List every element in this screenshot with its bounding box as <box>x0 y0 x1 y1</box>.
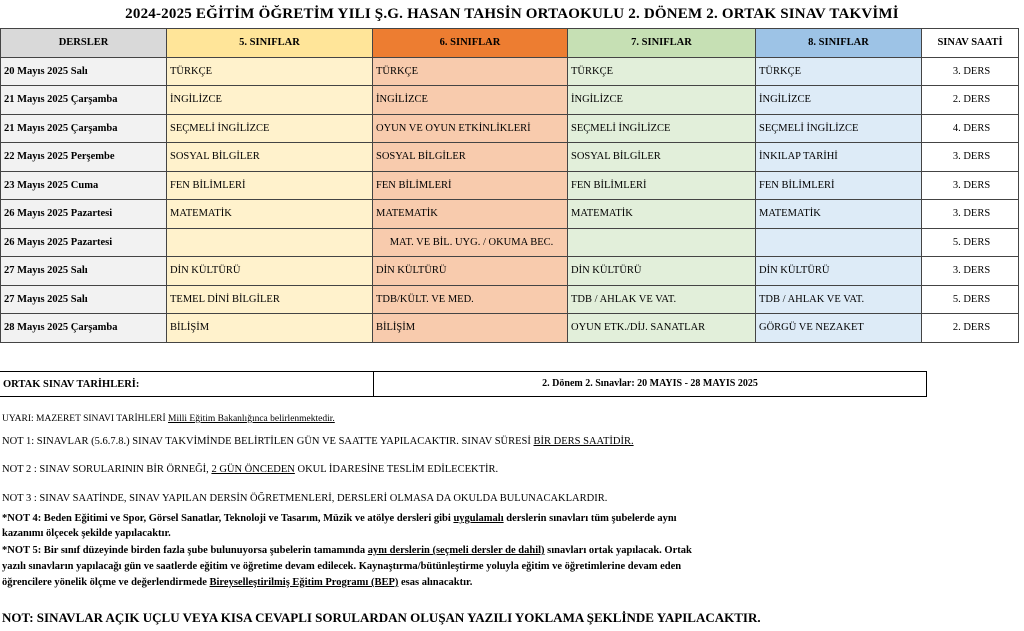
cell-grade-7: TDB / AHLAK VE VAT. <box>568 285 756 314</box>
table-row <box>1 86 1019 115</box>
note-4 <box>2 513 677 524</box>
cell-exam-hour: 3. DERS <box>922 171 1019 200</box>
cell-date: 27 Mayıs 2025 Salı <box>1 257 167 286</box>
uyari-note <box>2 414 335 424</box>
cell-grade-6: MAT. VE BİL. UYG. / OKUMA BEC. <box>373 228 568 257</box>
cell-exam-hour: 3. DERS <box>922 200 1019 229</box>
cell-grade-8: GÖRGÜ VE NEZAKET <box>756 314 922 343</box>
note-4-line-2: kazanımı ölçecek şekilde yapılacaktır. <box>2 528 171 539</box>
table-row <box>1 228 1019 257</box>
cell-grade-5: SEÇMELİ İNGİLİZCE <box>167 114 373 143</box>
note-1-underlined: BİR DERS SAATİDİR. <box>533 436 634 447</box>
cell-grade-5: DİN KÜLTÜRÜ <box>167 257 373 286</box>
table-row <box>1 171 1019 200</box>
note-4-text-end: derslerin sınavları tüm şubelerde aynı <box>503 513 677 524</box>
cell-exam-hour: 5. DERS <box>922 228 1019 257</box>
cell-exam-hour: 5. DERS <box>922 285 1019 314</box>
table-row <box>1 200 1019 229</box>
cell-grade-6: MATEMATİK <box>373 200 568 229</box>
cell-grade-6: DİN KÜLTÜRÜ <box>373 257 568 286</box>
note-5-line-3 <box>2 577 472 588</box>
cell-grade-8: İNGİLİZCE <box>756 86 922 115</box>
cell-date: 23 Mayıs 2025 Cuma <box>1 171 167 200</box>
cell-grade-7: DİN KÜLTÜRÜ <box>568 257 756 286</box>
cell-grade-6: BİLİŞİM <box>373 314 568 343</box>
note-2-underlined: 2 GÜN ÖNCEDEN <box>211 464 295 475</box>
note-5-text: *NOT 5: Bir sınıf düzeyinde birden fazla şube bulunuyorsa şubelerin tamamında <box>2 545 368 556</box>
cell-grade-7: FEN BİLİMLERİ <box>568 171 756 200</box>
cell-exam-hour: 3. DERS <box>922 57 1019 86</box>
table-row <box>1 57 1019 86</box>
cell-exam-hour: 3. DERS <box>922 143 1019 172</box>
cell-grade-6: OYUN VE OYUN ETKİNLİKLERİ <box>373 114 568 143</box>
cell-grade-7: İNGİLİZCE <box>568 86 756 115</box>
cell-grade-8: MATEMATİK <box>756 200 922 229</box>
cell-grade-6: TDB/KÜLT. VE MED. <box>373 285 568 314</box>
header-grade-5: 5. SINIFLAR <box>167 29 373 58</box>
cell-grade-5: FEN BİLİMLERİ <box>167 171 373 200</box>
table-row <box>1 143 1019 172</box>
cell-date: 21 Mayıs 2025 Çarşamba <box>1 114 167 143</box>
uyari-underlined: Milli Eğitim Bakanlığınca belirlenmektedir. <box>168 414 335 424</box>
cell-grade-7: OYUN ETK./DİJ. SANATLAR <box>568 314 756 343</box>
table-row <box>1 314 1019 343</box>
cell-grade-6: FEN BİLİMLERİ <box>373 171 568 200</box>
cell-grade-8: TDB / AHLAK VE VAT. <box>756 285 922 314</box>
header-grade-6: 6. SINIFLAR <box>373 29 568 58</box>
cell-date: 26 Mayıs 2025 Pazartesi <box>1 200 167 229</box>
note-5-text-end: sınavları ortak yapılacak. Ortak <box>544 545 692 556</box>
note-5-line-3-end: esas alınacaktır. <box>398 577 473 588</box>
note-2 <box>2 464 498 475</box>
header-grade-7: 7. SINIFLAR <box>568 29 756 58</box>
cell-date: 28 Mayıs 2025 Çarşamba <box>1 314 167 343</box>
table-header-row <box>1 29 1019 58</box>
header-dersler: DERSLER <box>1 29 167 58</box>
cell-grade-5: SOSYAL BİLGİLER <box>167 143 373 172</box>
cell-date: 22 Mayıs 2025 Perşembe <box>1 143 167 172</box>
ortak-sinav-dates: 2. Dönem 2. Sınavlar: 20 MAYIS - 28 MAYIS 2025 <box>373 371 927 397</box>
exam-schedule-table <box>0 28 1019 343</box>
cell-grade-5: TÜRKÇE <box>167 57 373 86</box>
cell-grade-7: SOSYAL BİLGİLER <box>568 143 756 172</box>
cell-grade-7 <box>568 228 756 257</box>
note-4-text: *NOT 4: Beden Eğitimi ve Spor, Görsel Sanatlar, Teknoloji ve Tasarım, Müzik ve atölye dersleri gibi <box>2 513 454 524</box>
cell-grade-5: MATEMATİK <box>167 200 373 229</box>
cell-grade-8: DİN KÜLTÜRÜ <box>756 257 922 286</box>
cell-exam-hour: 4. DERS <box>922 114 1019 143</box>
note-2-text: NOT 2 : SINAV SORULARININ BİR ÖRNEĞİ, <box>2 464 212 475</box>
note-5 <box>2 545 692 556</box>
uyari-text: UYARI: MAZERET SINAVI TARİHLERİ <box>2 414 169 424</box>
table-row <box>1 285 1019 314</box>
final-note: NOT: SINAVLAR AÇIK UÇLU VEYA KISA CEVAPLI SORULARDAN OLUŞAN YAZILI YOKLAMA ŞEKLİNDE YAPILACAKTIR. <box>2 610 761 625</box>
note-5-underlined-bep: Bireyselleştirilmiş Eğitim Programı (BEP) <box>209 577 399 588</box>
cell-exam-hour: 2. DERS <box>922 314 1019 343</box>
cell-grade-7: MATEMATİK <box>568 200 756 229</box>
note-1 <box>2 436 634 447</box>
cell-date: 20 Mayıs 2025 Salı <box>1 57 167 86</box>
cell-exam-hour: 2. DERS <box>922 86 1019 115</box>
ortak-sinav-label: ORTAK SINAV TARİHLERİ: <box>0 371 373 397</box>
note-1-text: NOT 1: SINAVLAR (5.6.7.8.) SINAV TAKVİMİNDE BELİRTİLEN GÜN VE SAATTE YAPILACAKTIR. SINAV SÜRESİ <box>2 436 534 447</box>
note-5-line-2: yazılı sınavların yapılacağı gün ve saatlerde eğitim ve öğretime devam edilecek. Kaynaştırma/bütünleştirme yoluyla eğitim ve öğretimlerine devam eden <box>2 561 682 572</box>
cell-grade-5: TEMEL DİNİ BİLGİLER <box>167 285 373 314</box>
note-5-underlined: aynı derslerin (seçmeli dersler de dahil) <box>367 545 545 556</box>
cell-date: 26 Mayıs 2025 Pazartesi <box>1 228 167 257</box>
cell-grade-8: FEN BİLİMLERİ <box>756 171 922 200</box>
cell-grade-7: SEÇMELİ İNGİLİZCE <box>568 114 756 143</box>
cell-grade-6: SOSYAL BİLGİLER <box>373 143 568 172</box>
cell-date: 27 Mayıs 2025 Salı <box>1 285 167 314</box>
cell-grade-8: İNKILAP TARİHİ <box>756 143 922 172</box>
header-grade-8: 8. SINIFLAR <box>756 29 922 58</box>
cell-grade-5 <box>167 228 373 257</box>
cell-grade-5: İNGİLİZCE <box>167 86 373 115</box>
cell-grade-8 <box>756 228 922 257</box>
cell-grade-8: TÜRKÇE <box>756 57 922 86</box>
cell-grade-5: BİLİŞİM <box>167 314 373 343</box>
table-row <box>1 114 1019 143</box>
header-sinav-saati: SINAV SAATİ <box>922 29 1019 58</box>
cell-date: 21 Mayıs 2025 Çarşamba <box>1 86 167 115</box>
cell-grade-7: TÜRKÇE <box>568 57 756 86</box>
table-row <box>1 257 1019 286</box>
cell-grade-8: SEÇMELİ İNGİLİZCE <box>756 114 922 143</box>
note-4-underlined: uygulamalı <box>453 513 504 524</box>
page-title: 2024-2025 EĞİTİM ÖĞRETİM YILI Ş.G. HASAN TAHSİN ORTAOKULU 2. DÖNEM 2. ORTAK SINAV TAKVİMİ <box>125 6 899 22</box>
note-3: NOT 3 : SINAV SAATİNDE, SINAV YAPILAN DERSİN ÖĞRETMENLERİ, DERSLERİ OLMASA DA OKULDA BULUNACAKLARDIR. <box>2 493 608 504</box>
cell-grade-6: TÜRKÇE <box>373 57 568 86</box>
cell-exam-hour: 3. DERS <box>922 257 1019 286</box>
note-2-text-end: OKUL İDARESİNE TESLİM EDİLECEKTİR. <box>294 464 499 475</box>
cell-grade-6: İNGİLİZCE <box>373 86 568 115</box>
note-5-line-3-text: öğrencilere yönelik ölçme ve değerlendirmede <box>2 577 210 588</box>
